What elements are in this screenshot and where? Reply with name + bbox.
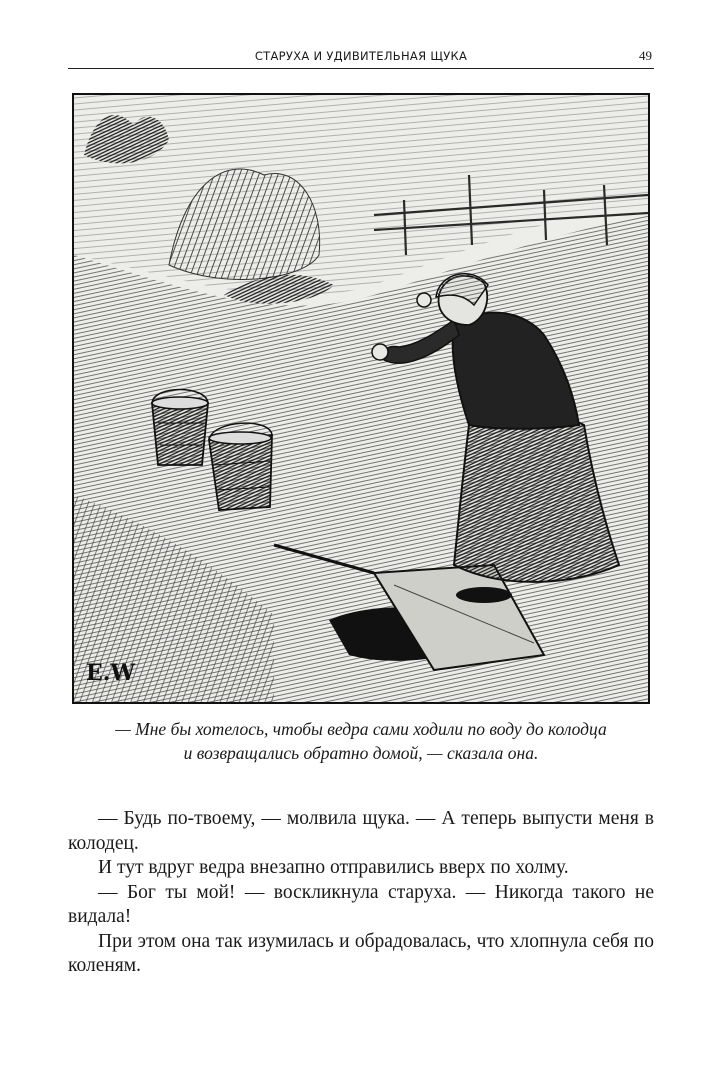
paragraph: И тут вдруг ведра внезапно отправились вверх по холму. <box>98 857 569 878</box>
illustration-drawing <box>74 95 648 702</box>
paragraph: При этом она так изумилась и обрадовалась, что хлопнула себя по коленям. <box>68 930 654 976</box>
illustration-caption <box>68 717 654 765</box>
page-number: 49 <box>639 48 652 63</box>
bucket-left <box>152 390 208 466</box>
running-header <box>68 44 654 69</box>
caption-line-1: — Мне бы хотелось, чтобы ведра сами ходили по воду до колодца <box>115 719 607 739</box>
caption-line-2: и возвращались обратно домой, — сказала она. <box>183 743 539 763</box>
illustration <box>72 93 650 704</box>
paragraph: — Бог ты мой! — воскликнула старуха. — Никогда такого не видала! <box>68 881 654 927</box>
body-text <box>68 807 654 979</box>
bucket-right <box>209 423 272 510</box>
paragraph: — Будь по-твоему, — молвила щука. — А теперь выпусти меня в колодец. <box>68 808 654 854</box>
artist-monogram: E.W <box>86 660 136 686</box>
running-title: СТАРУХА И УДИВИТЕЛЬНАЯ ЩУКА <box>254 49 468 63</box>
